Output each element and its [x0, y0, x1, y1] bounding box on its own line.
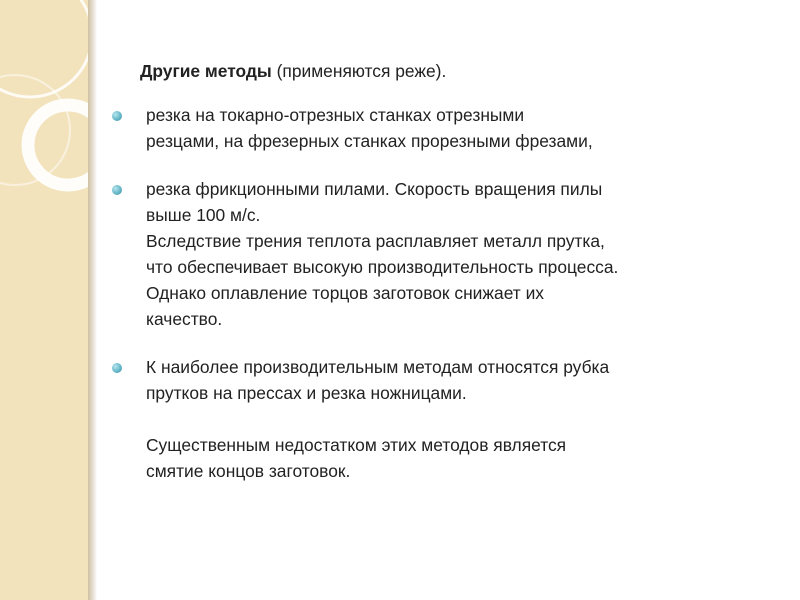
- decorative-circles-graphic: [0, 0, 88, 600]
- bullet-line: прутков на прессах и резка ножницами.: [146, 383, 467, 403]
- footer-line: Существенным недостатком этих методов является: [146, 435, 567, 455]
- bullet-line: Однако оплавление торцов заготовок снижает их: [146, 283, 544, 303]
- bullet-dot-icon: [112, 185, 122, 195]
- footer-line: смятие концов заготовок.: [146, 461, 351, 481]
- footer-paragraph: [110, 432, 760, 484]
- slide-heading: [140, 58, 760, 84]
- bullet-item: [110, 176, 760, 332]
- slide-content: [110, 58, 760, 484]
- heading-rest-text: (применяются реже).: [271, 61, 447, 81]
- bullet-line: что обеспечивает высокую производительность процесса.: [146, 257, 619, 277]
- bullet-dot-icon: [112, 111, 122, 121]
- bullet-line: К наиболее производительным методам относятся рубка: [146, 357, 610, 377]
- side-band-shadow: [88, 0, 97, 600]
- bullet-dot-icon: [112, 363, 122, 373]
- bullet-item: [110, 102, 760, 154]
- bullet-line: выше 100 м/с.: [146, 205, 261, 225]
- bullet-line: качество.: [146, 309, 223, 329]
- heading-bold-text: Другие методы: [140, 61, 272, 81]
- bullet-item: [110, 354, 760, 406]
- bullet-line: резка на токарно-отрезных станках отрезными: [146, 105, 525, 125]
- decorative-side-band: [0, 0, 88, 600]
- bullet-line: резка фрикционными пилами. Скорость вращения пилы: [146, 179, 603, 199]
- bullet-line: Вследствие трения теплота расплавляет металл прутка,: [146, 231, 605, 251]
- bullet-line: резцами, на фрезерных станках прорезными фрезами,: [146, 131, 593, 151]
